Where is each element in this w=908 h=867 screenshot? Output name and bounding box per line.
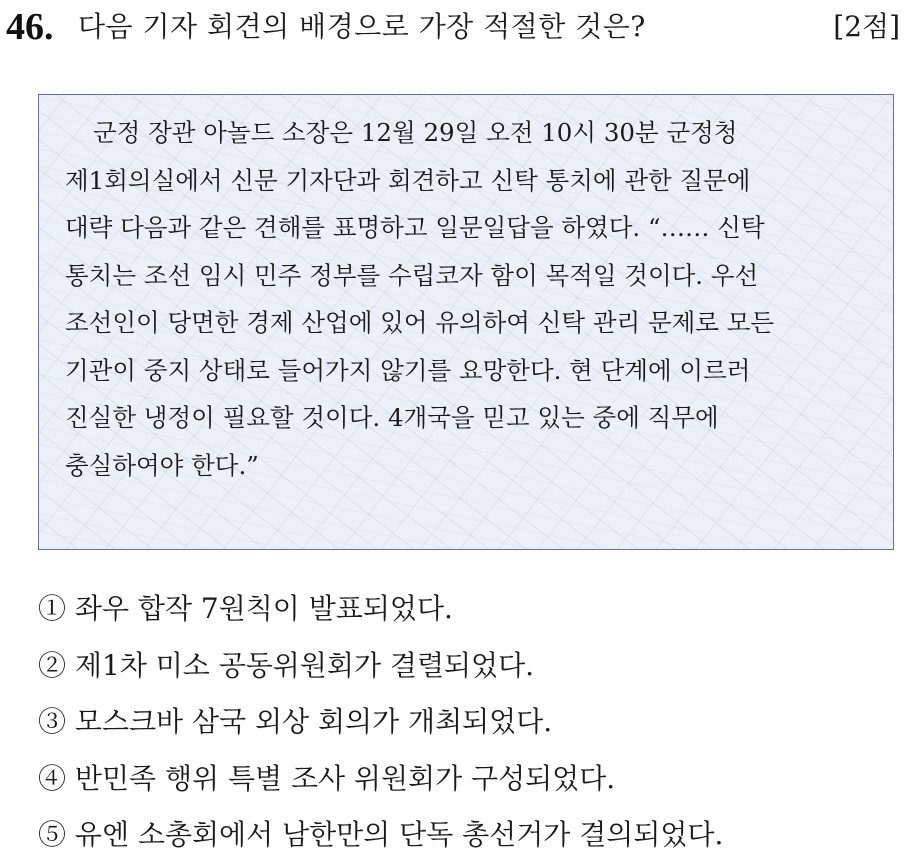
choice-1[interactable]: ① 좌우 합작 7원칙이 발표되었다. [38, 592, 453, 625]
question-points: [2점] [833, 10, 900, 43]
source-line: 충실하여야 한다.” [65, 450, 259, 480]
choice-2[interactable]: ② 제1차 미소 공동위원회가 결렬되었다. [38, 648, 535, 682]
source-line: 통치는 조선 임시 민주 정부를 수립코자 함이 목적일 것이다. 우선 [65, 260, 759, 290]
source-passage [65, 109, 873, 489]
choice-3[interactable]: ③ 모스크바 삼국 외상 회의가 개최되었다. [38, 705, 553, 738]
source-line: 기관이 중지 상태로 들어가지 않기를 요망한다. 현 단계에 이르러 [65, 355, 751, 385]
source-line: 조선인이 당면한 경제 산업에 있어 유의하여 신탁 관리 문제로 모든 [65, 308, 775, 337]
source-line: 대략 다음과 같은 견해를 표명하고 일문일답을 하였다. “…… 신탁 [65, 213, 765, 242]
answer-choices [38, 584, 898, 867]
question-header [6, 2, 900, 52]
choice-5[interactable]: ⑤ 유엔 소총회에서 남한만의 단독 총선거가 결의되었다. [38, 818, 724, 851]
source-line: 진실한 냉정이 필요할 것이다. 4개국을 믿고 있는 중에 직무에 [65, 403, 719, 432]
choice-4[interactable]: ④ 반민족 행위 특별 조사 위원회가 구성되었다. [38, 761, 616, 795]
question-number: 46. [6, 6, 54, 48]
source-passage-box [38, 94, 894, 550]
source-line: 군정 장관 아놀드 소장은 12월 29일 오전 10시 30분 군정청 [93, 118, 738, 147]
source-line: 제1회의실에서 신문 기자단과 회견하고 신탁 통치에 관한 질문에 [65, 165, 751, 195]
question-text: 다음 기자 회견의 배경으로 가장 적절한 것은? [78, 10, 646, 43]
